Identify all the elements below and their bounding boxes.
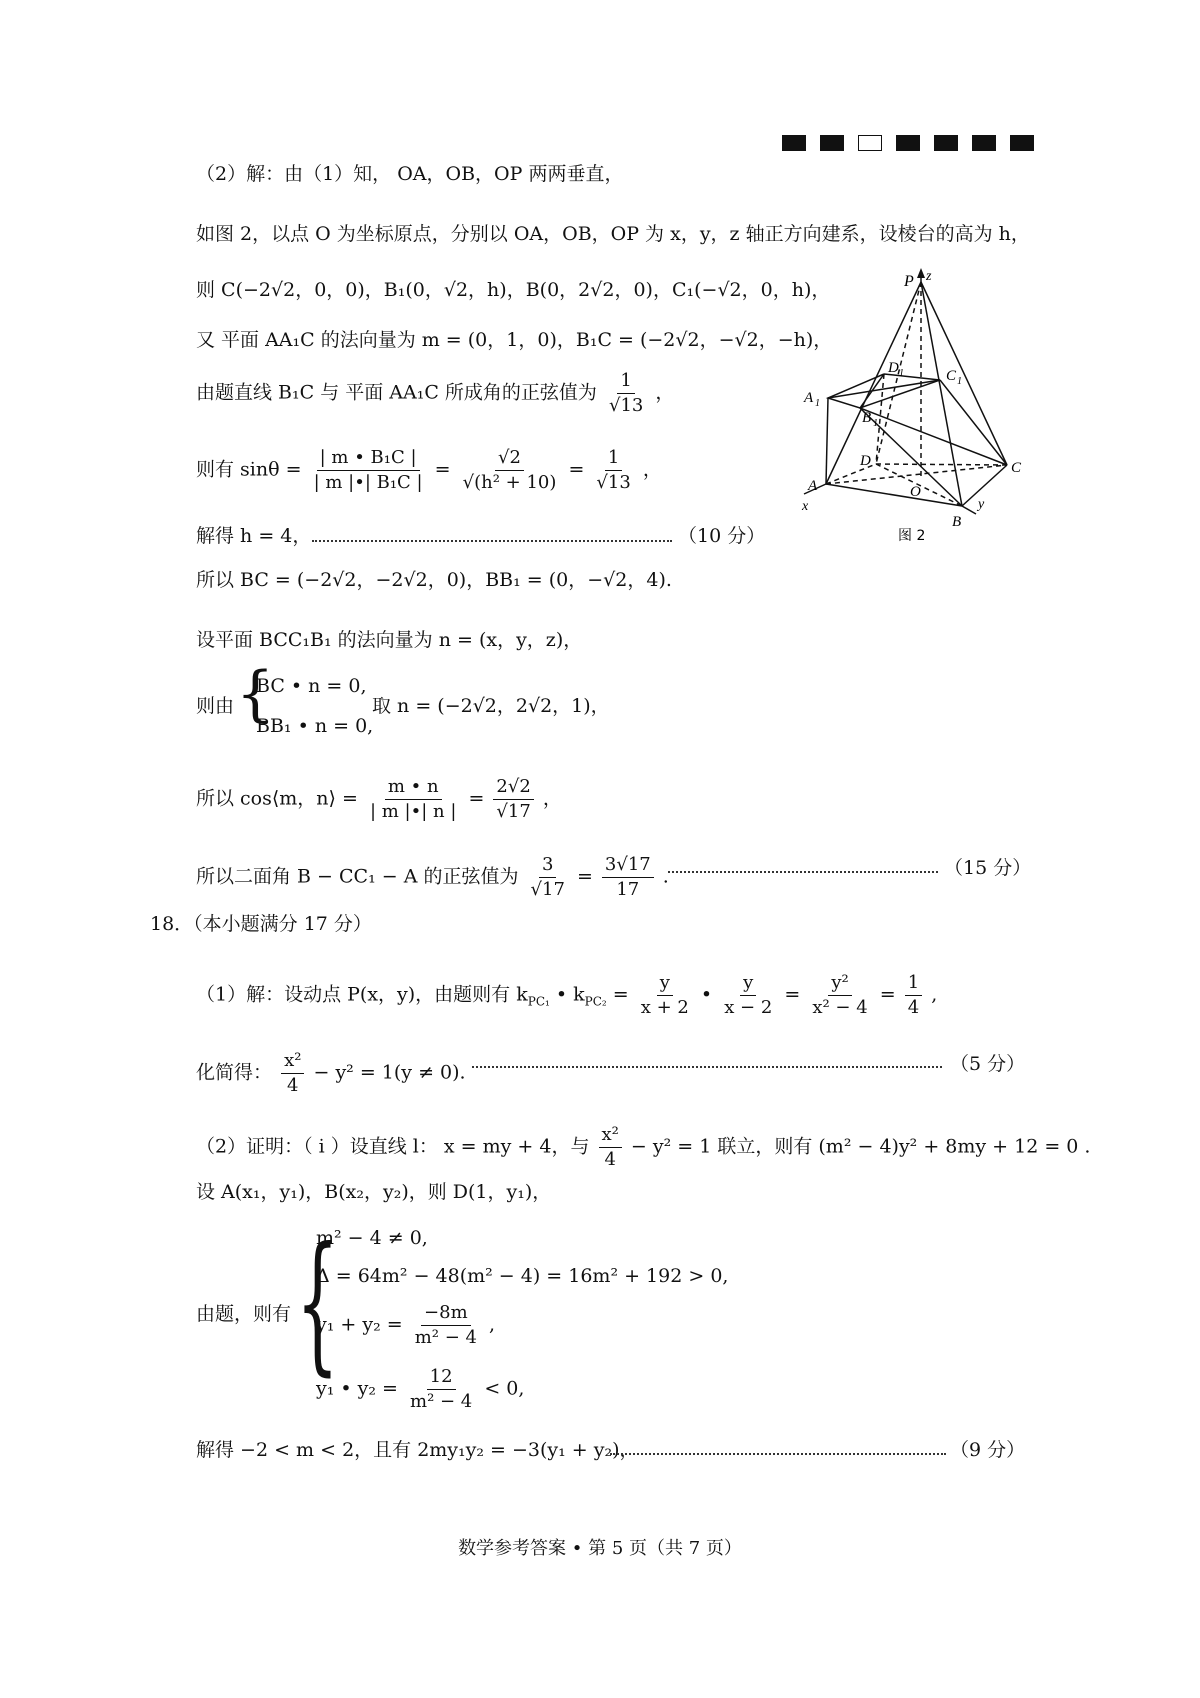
numerator: | m • B₁C | xyxy=(317,447,420,471)
score-10: （10 分） xyxy=(678,525,766,547)
denominator: m² − 4 xyxy=(410,1391,473,1412)
marker-block xyxy=(820,135,844,151)
label-D1-sub: 1 xyxy=(899,368,904,379)
denominator: x − 2 xyxy=(724,997,773,1018)
label-A: A xyxy=(808,478,818,494)
marker-block xyxy=(972,135,996,151)
q17-line-12 xyxy=(196,854,669,901)
q18-line-6: 解得 −2 < m < 2，且有 2my₁y₂ = −3(y₁ + y₂)， xyxy=(196,1439,639,1461)
text: = xyxy=(468,787,485,810)
fraction xyxy=(599,1124,622,1171)
fraction xyxy=(281,1050,304,1097)
q17-line-10: 则由 xyxy=(196,695,235,717)
marker-block xyxy=(934,135,958,151)
text: . xyxy=(662,865,669,888)
label-O: O xyxy=(910,484,921,500)
system-row-2: BB₁ • n = 0, xyxy=(256,715,374,737)
denominator: x² − 4 xyxy=(812,997,868,1018)
label-A1-sub: 1 xyxy=(815,398,820,409)
q18-line-4: 设 A(x₁，y₁)，B(x₂，y₂)，则 D(1，y₁)， xyxy=(196,1181,552,1203)
numerator: y² xyxy=(828,972,851,996)
left-brace: { xyxy=(236,659,275,729)
label-P: P xyxy=(904,273,914,290)
q18-title: 18．（本小题满分 17 分） xyxy=(150,913,372,935)
text: y₁ + y₂ = xyxy=(316,1313,403,1336)
page-marker xyxy=(782,135,1034,151)
score-15: （15 分） xyxy=(944,857,1032,879)
marker-block xyxy=(1010,135,1034,151)
label-C1-sub: 1 xyxy=(957,376,962,387)
label-z: z xyxy=(926,269,932,284)
fraction xyxy=(311,447,426,494)
z-axis-arrowhead xyxy=(917,268,925,278)
label-B1: B xyxy=(862,410,872,426)
denominator: 4 xyxy=(287,1075,299,1096)
numerator: m • n xyxy=(385,776,442,800)
numerator: 1 xyxy=(605,447,622,471)
label-x: x xyxy=(802,499,809,514)
label-D: D xyxy=(860,453,871,469)
denominator: | m |•| B₁C | xyxy=(313,472,423,493)
label-A1: A xyxy=(804,390,814,406)
label-y: y xyxy=(978,497,985,512)
system-line-1: m² − 4 ≠ 0, xyxy=(316,1227,428,1249)
figure-2-pyramid xyxy=(800,268,1030,558)
numerator: √2 xyxy=(495,447,524,471)
numerator: 3√17 xyxy=(602,854,654,878)
fraction xyxy=(638,972,692,1019)
fraction xyxy=(593,447,633,494)
q17-line-8: 所以 BC = (−2√2，−2√2，0)，BB₁ = (0，−√2，4). xyxy=(196,569,672,591)
text: ， xyxy=(542,787,562,810)
text: = xyxy=(612,983,629,1006)
text: 所以二面角 B − CC₁ − A 的正弦值为 xyxy=(196,865,519,888)
denominator: | m |•| n | xyxy=(369,801,457,822)
score-9: （9 分） xyxy=(950,1439,1026,1461)
fraction xyxy=(367,776,459,823)
dot-leader xyxy=(610,1453,946,1455)
q17-line-2: 如图 2，以点 O 为坐标原点，分别以 OA，OB，OP 为 x，y，z 轴正方向建系，设棱台的高为 h， xyxy=(196,223,1030,245)
numerator: y xyxy=(657,972,673,996)
dot-leader xyxy=(312,540,672,542)
fraction xyxy=(412,1302,480,1349)
denominator: 17 xyxy=(616,879,640,900)
numerator: 12 xyxy=(427,1366,456,1390)
numerator: y xyxy=(740,972,756,996)
fraction xyxy=(493,776,533,823)
q18-line-1 xyxy=(196,972,937,1019)
text: ， xyxy=(642,458,662,481)
q17-line-5 xyxy=(196,370,674,417)
fraction xyxy=(460,447,560,494)
q18-line-2 xyxy=(196,1050,466,1097)
text: , xyxy=(489,1313,496,1336)
page-footer: 数学参考答案 • 第 5 页（共 7 页） xyxy=(458,1538,742,1559)
text: = xyxy=(879,983,896,1006)
fraction xyxy=(602,854,654,901)
numerator: 2√2 xyxy=(493,776,533,800)
system-line-3 xyxy=(316,1302,495,1349)
marker-block xyxy=(896,135,920,151)
normal-vector-choice: 取 n = (−2√2，2√2，1)， xyxy=(372,695,610,717)
system-brace: { xyxy=(296,1216,339,1390)
numerator: 1 xyxy=(617,370,634,394)
dot-leader xyxy=(472,1066,942,1068)
text: 由题直线 B₁C 与 平面 AA₁C 所成角的正弦值为 xyxy=(196,381,597,404)
label-C: C xyxy=(1011,460,1022,476)
denominator: √17 xyxy=(530,879,565,900)
score-5: （5 分） xyxy=(950,1053,1026,1075)
text: = xyxy=(576,865,593,888)
label-B1-sub: 1 xyxy=(873,418,878,429)
fraction xyxy=(721,972,775,1019)
text: 所以 cos⟨m，n⟩ = xyxy=(196,787,358,810)
text: = xyxy=(568,458,585,481)
fraction xyxy=(528,854,568,901)
text: = xyxy=(434,458,451,481)
denominator: √17 xyxy=(496,801,531,822)
q17-line-4: 又 平面 AA₁C 的法向量为 m = (0，1，0)，B₁C = (−2√2，−√2，−h)， xyxy=(196,329,833,351)
q17-line-1: （2）解：由（1）知， OA，OB，OP 两两垂直， xyxy=(196,163,624,185)
denominator: √13 xyxy=(608,395,644,416)
text: , xyxy=(931,983,938,1006)
denominator: x + 2 xyxy=(640,997,689,1018)
text: − y² = 1(y ≠ 0). xyxy=(313,1061,466,1084)
system-row-1: BC • n = 0, xyxy=(256,675,367,697)
text: y₁ • y₂ = xyxy=(316,1377,398,1400)
q18-line-5: 由题，则有 xyxy=(196,1303,292,1325)
text: = xyxy=(784,983,801,1006)
q18-line-3 xyxy=(196,1124,1090,1171)
numerator: −8m xyxy=(421,1302,471,1326)
numerator: 1 xyxy=(905,972,922,996)
q17-line-3: 则 C(−2√2，0，0)，B₁(0，√2，h)，B(0，2√2，0)，C₁(−√2，0，h)， xyxy=(196,279,831,301)
fraction xyxy=(905,972,922,1019)
denominator: √13 xyxy=(596,472,631,493)
marker-block-open xyxy=(858,135,882,151)
figure-caption: 图 2 xyxy=(898,528,926,544)
text: 化简得： xyxy=(196,1061,273,1084)
q17-line-11 xyxy=(196,776,562,823)
text: （2）证明：（ i ）设直线 l： x = my + 4，与 xyxy=(196,1135,590,1158)
text: ， xyxy=(655,381,675,404)
fraction xyxy=(407,1366,475,1413)
marker-block xyxy=(782,135,806,151)
denominator: 4 xyxy=(907,997,920,1018)
system-line-4 xyxy=(316,1366,524,1413)
label-B: B xyxy=(952,514,962,530)
text: （1）解：设动点 P(x，y)，由题则有 k xyxy=(196,983,528,1006)
denominator: 4 xyxy=(604,1149,616,1170)
fraction xyxy=(809,972,870,1019)
numerator: x² xyxy=(281,1050,304,1074)
denominator: √(h² + 10) xyxy=(462,472,557,493)
text: • k xyxy=(555,983,585,1006)
numerator: 3 xyxy=(539,854,556,878)
label-D1: D xyxy=(888,360,899,376)
label-C1: C xyxy=(946,368,957,384)
text: 则有 sinθ = xyxy=(196,458,302,481)
q17-line-6 xyxy=(196,447,662,494)
text: < 0, xyxy=(484,1377,525,1400)
system-line-2: Δ = 64m² − 48(m² − 4) = 16m² + 192 > 0, xyxy=(316,1265,729,1287)
text: • xyxy=(700,983,713,1006)
text: − y² = 1 联立，则有 (m² − 4)y² + 8my + 12 = 0 . xyxy=(630,1135,1091,1158)
numerator: x² xyxy=(599,1124,622,1148)
subscript: PC₁ xyxy=(527,994,550,1009)
q17-line-7: 解得 h = 4， xyxy=(196,525,312,547)
dot-leader xyxy=(668,871,938,873)
fraction xyxy=(606,370,646,417)
denominator: m² − 4 xyxy=(414,1327,477,1348)
subscript: PC₂ xyxy=(584,994,607,1009)
q17-line-9: 设平面 BCC₁B₁ 的法向量为 n = (x，y，z)， xyxy=(196,629,583,651)
